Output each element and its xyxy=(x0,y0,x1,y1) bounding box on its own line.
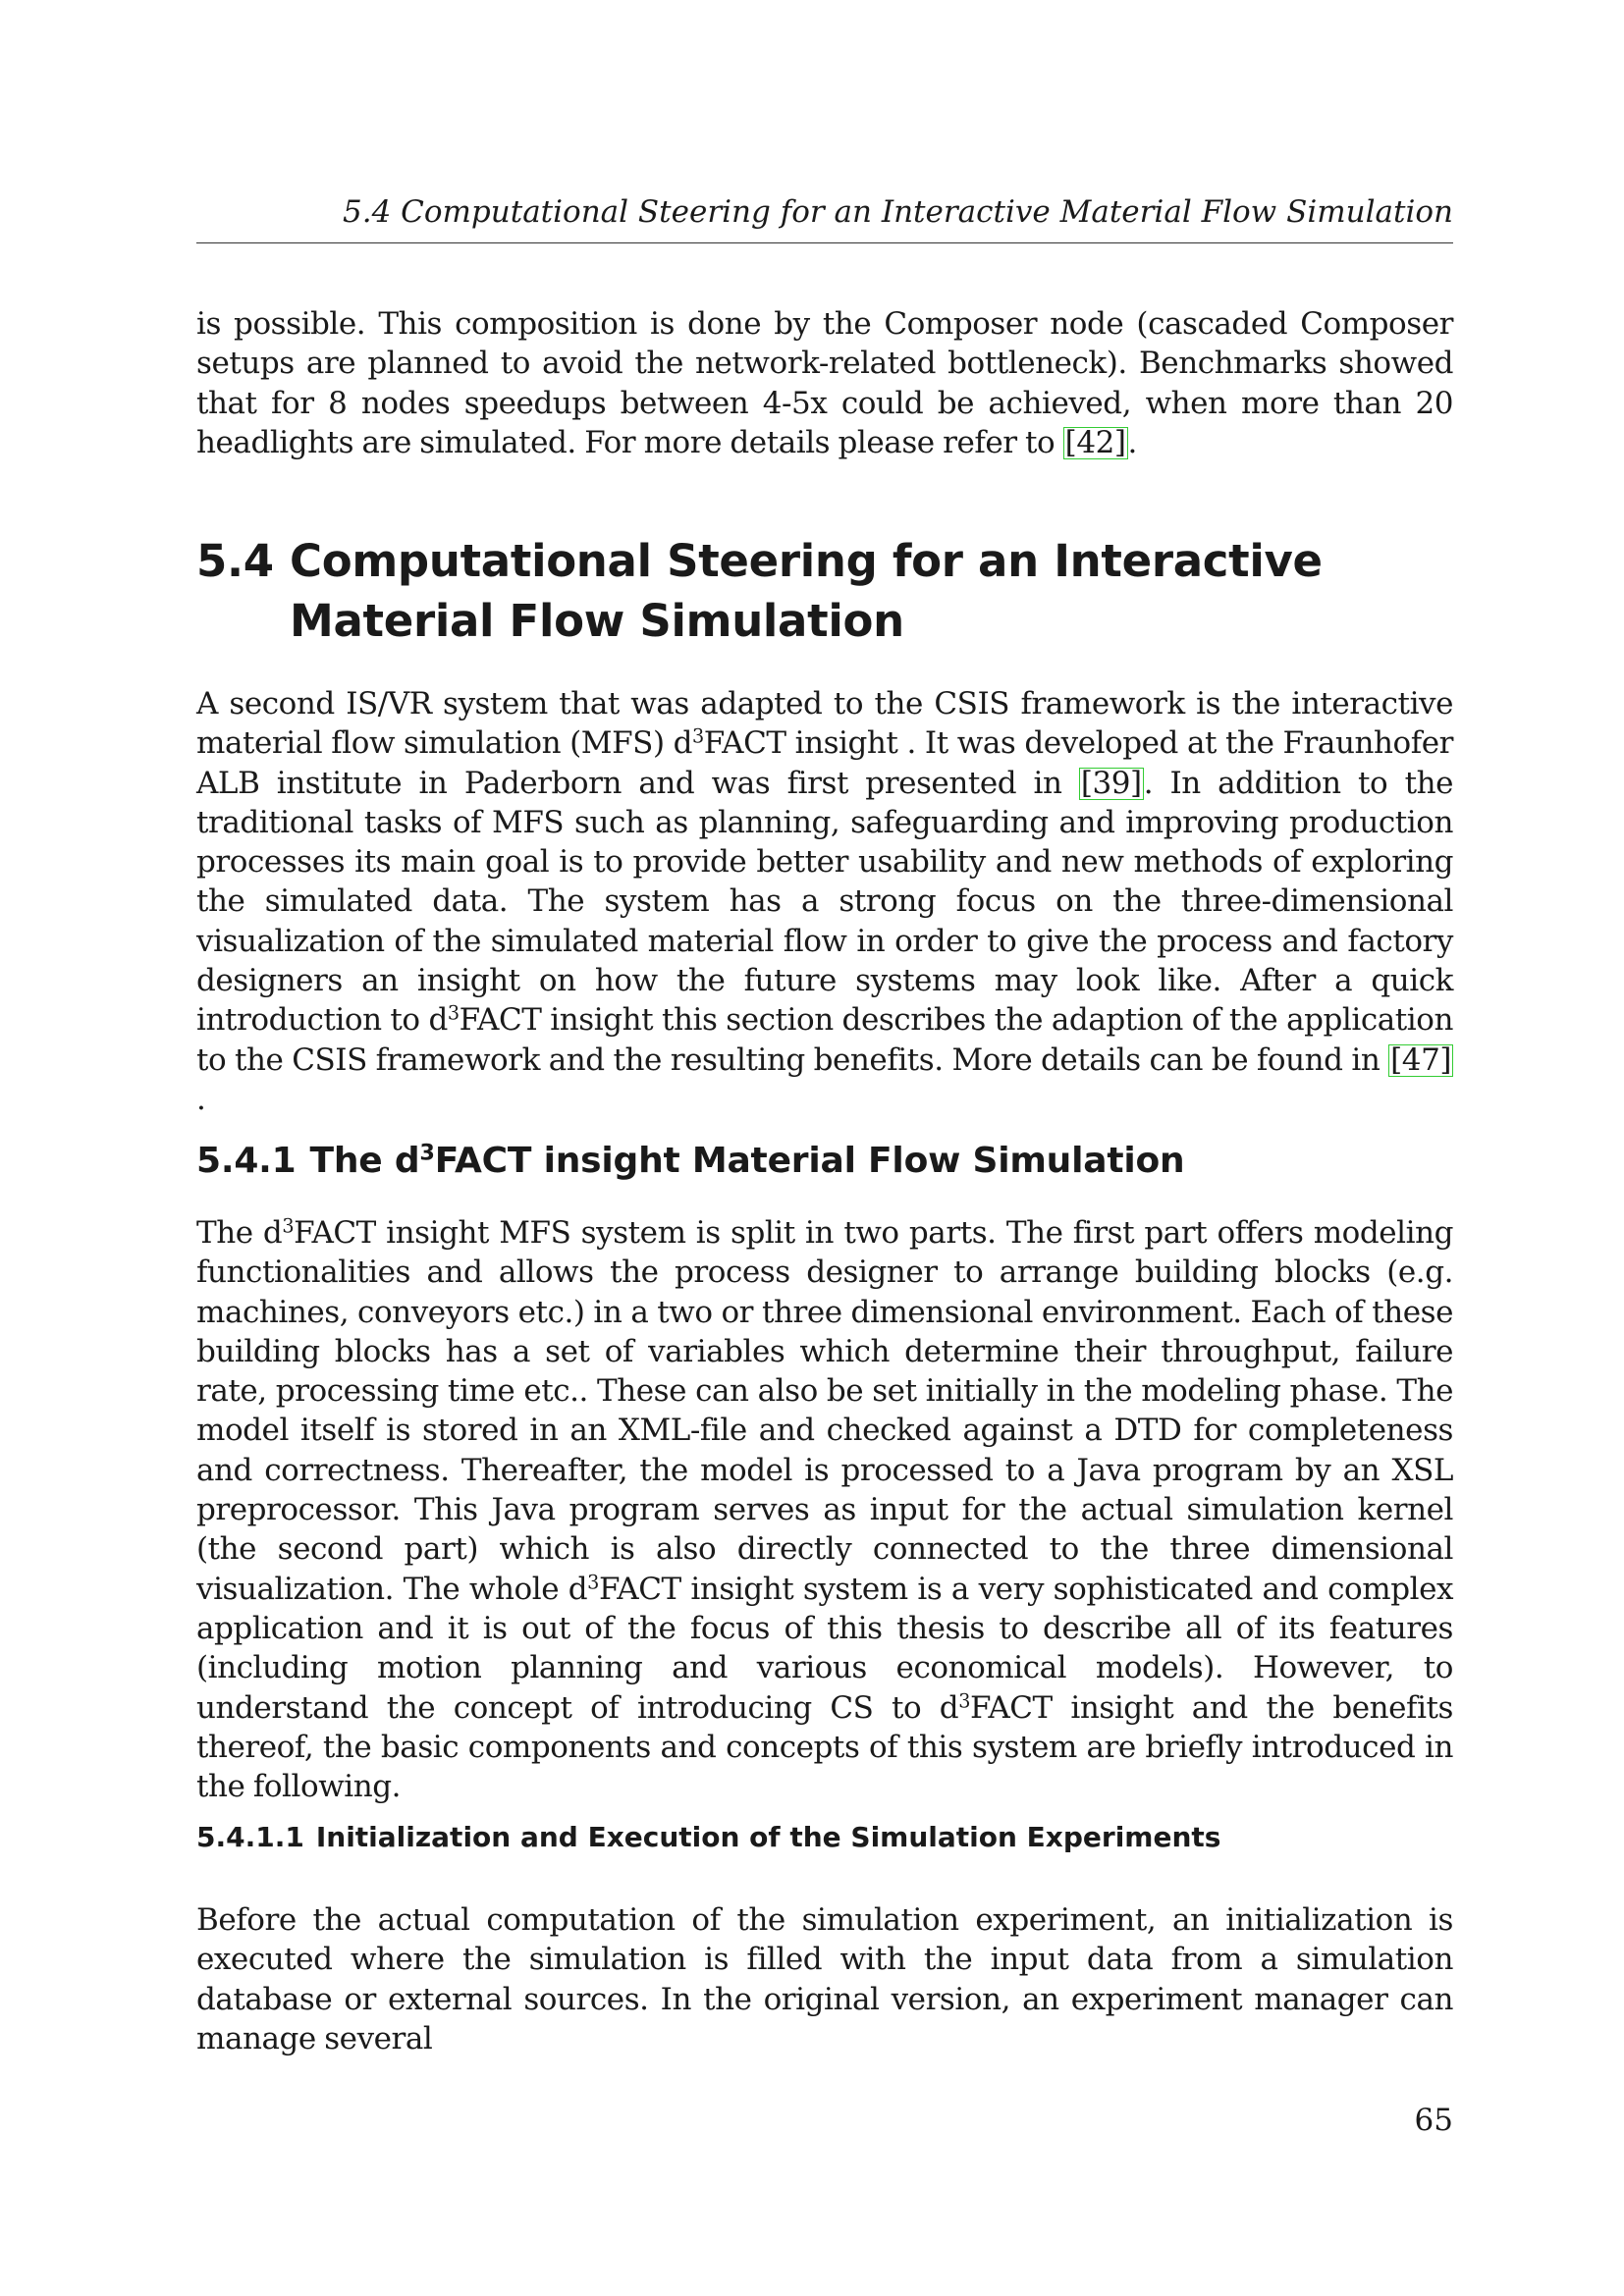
paragraph-subsection xyxy=(196,1213,1453,1806)
paragraph-intro xyxy=(196,304,1453,462)
paragraph-text: FACT insight system is a very sophisticated and complex application and it is out of the focus of this thesis to describe all of its features (including motion planning and various economical models). However, to understand the concept of introducing CS to d xyxy=(196,1571,1453,1726)
subsubsection-number: 5.4.1.1 xyxy=(196,1821,304,1853)
superscript: 3 xyxy=(587,1571,599,1594)
subsection-heading xyxy=(196,1139,1453,1184)
subsubsection-title: Initialization and Execution of the Simulation Experiments xyxy=(315,1821,1221,1853)
paragraph-text: . xyxy=(1127,424,1137,460)
subsection-title: The d xyxy=(309,1141,420,1181)
page-number: 65 xyxy=(1414,2103,1453,2138)
paragraph-text: FACT insight . It was developed at the Fraunhofer ALB institute in Paderborn and was first presented in xyxy=(196,725,1453,801)
paragraph-section xyxy=(196,684,1453,1119)
paragraph-text: The d xyxy=(196,1215,283,1251)
paragraph-text: FACT insight this section describes the adaption of the application to the CSIS framework and the resulting benefits. More details can be found in xyxy=(196,1002,1454,1078)
citation-link[interactable]: [39] xyxy=(1080,765,1142,801)
section-number: 5.4 xyxy=(196,535,274,587)
section-title: Computational Steering for an Interactive Material Flow Simulation xyxy=(290,535,1323,647)
paragraph-text: A second IS/VR system that was adapted to the CSIS framework is the interactive material flow simulation (MFS) d xyxy=(196,686,1453,762)
superscript: 3 xyxy=(447,1001,460,1025)
superscript: 3 xyxy=(692,724,704,748)
superscript: 3 xyxy=(282,1214,295,1238)
superscript: 3 xyxy=(419,1140,435,1166)
citation-link[interactable]: [42] xyxy=(1064,424,1126,460)
subsubsection-heading xyxy=(196,1820,1453,1855)
paragraph-text: FACT insight and the benefits thereof, the basic components and concepts of this system are briefly introduced in the following. xyxy=(196,1689,1453,1805)
citation-link[interactable]: [47] xyxy=(1390,1041,1451,1078)
paragraph-text: . In addition to the traditional tasks of MFS such as planning, safeguarding and improving production processes its main goal is to provide better usability and new methods of exploring the simulated data. The system has a strong focus on the three-dimensional visualization of the simulated material flow in order to give the process and factory designers an insight on how the future systems may look like. After a quick introduction to d xyxy=(196,765,1454,1039)
section-heading xyxy=(196,531,1453,651)
superscript: 3 xyxy=(958,1689,970,1712)
paragraph-subsubsection: Before the actual computation of the simulation experiment, an initialization is executed where the simulation is filled with the input data from a simulation database or external sources. In the original version, an experiment manager can manage several xyxy=(196,1902,1453,2056)
paragraph-text: is possible. This composition is done by the Composer node (cascaded Composer setups are planned to avoid the network-related bottleneck). Benchmarks showed that for 8 nodes speedups between 4-5x could be achieved, when more than 20 headlights are simulated. For more details please refer to xyxy=(196,306,1453,460)
running-header: 5.4 Computational Steering for an Interactive Material Flow Simulation xyxy=(343,194,1453,230)
subsection-title: FACT insight Material Flow Simulation xyxy=(434,1141,1185,1181)
paragraph-text: . xyxy=(196,1081,206,1117)
subsection-number: 5.4.1 xyxy=(196,1141,297,1181)
paragraph-text: FACT insight MFS system is split in two parts. The first part offers modeling functionalities and allows the process designer to arrange building blocks (e.g. machines, conveyors etc.) in a two or three dimensional environment. Each of these building blocks has a set of variables which determine their throughput, failure rate, processing time etc.. These can also be set initially in the modeling phase. The model itself is stored in an XML-file and checked against a DTD for completeness and correctness. Thereafter, the model is processed to a Java program by an XSL preprocessor. This Java program serves as input for the actual simulation kernel (the second part) which is also directly connected to the three dimensional visualization. The whole d xyxy=(196,1215,1453,1607)
header-rule xyxy=(196,242,1453,243)
